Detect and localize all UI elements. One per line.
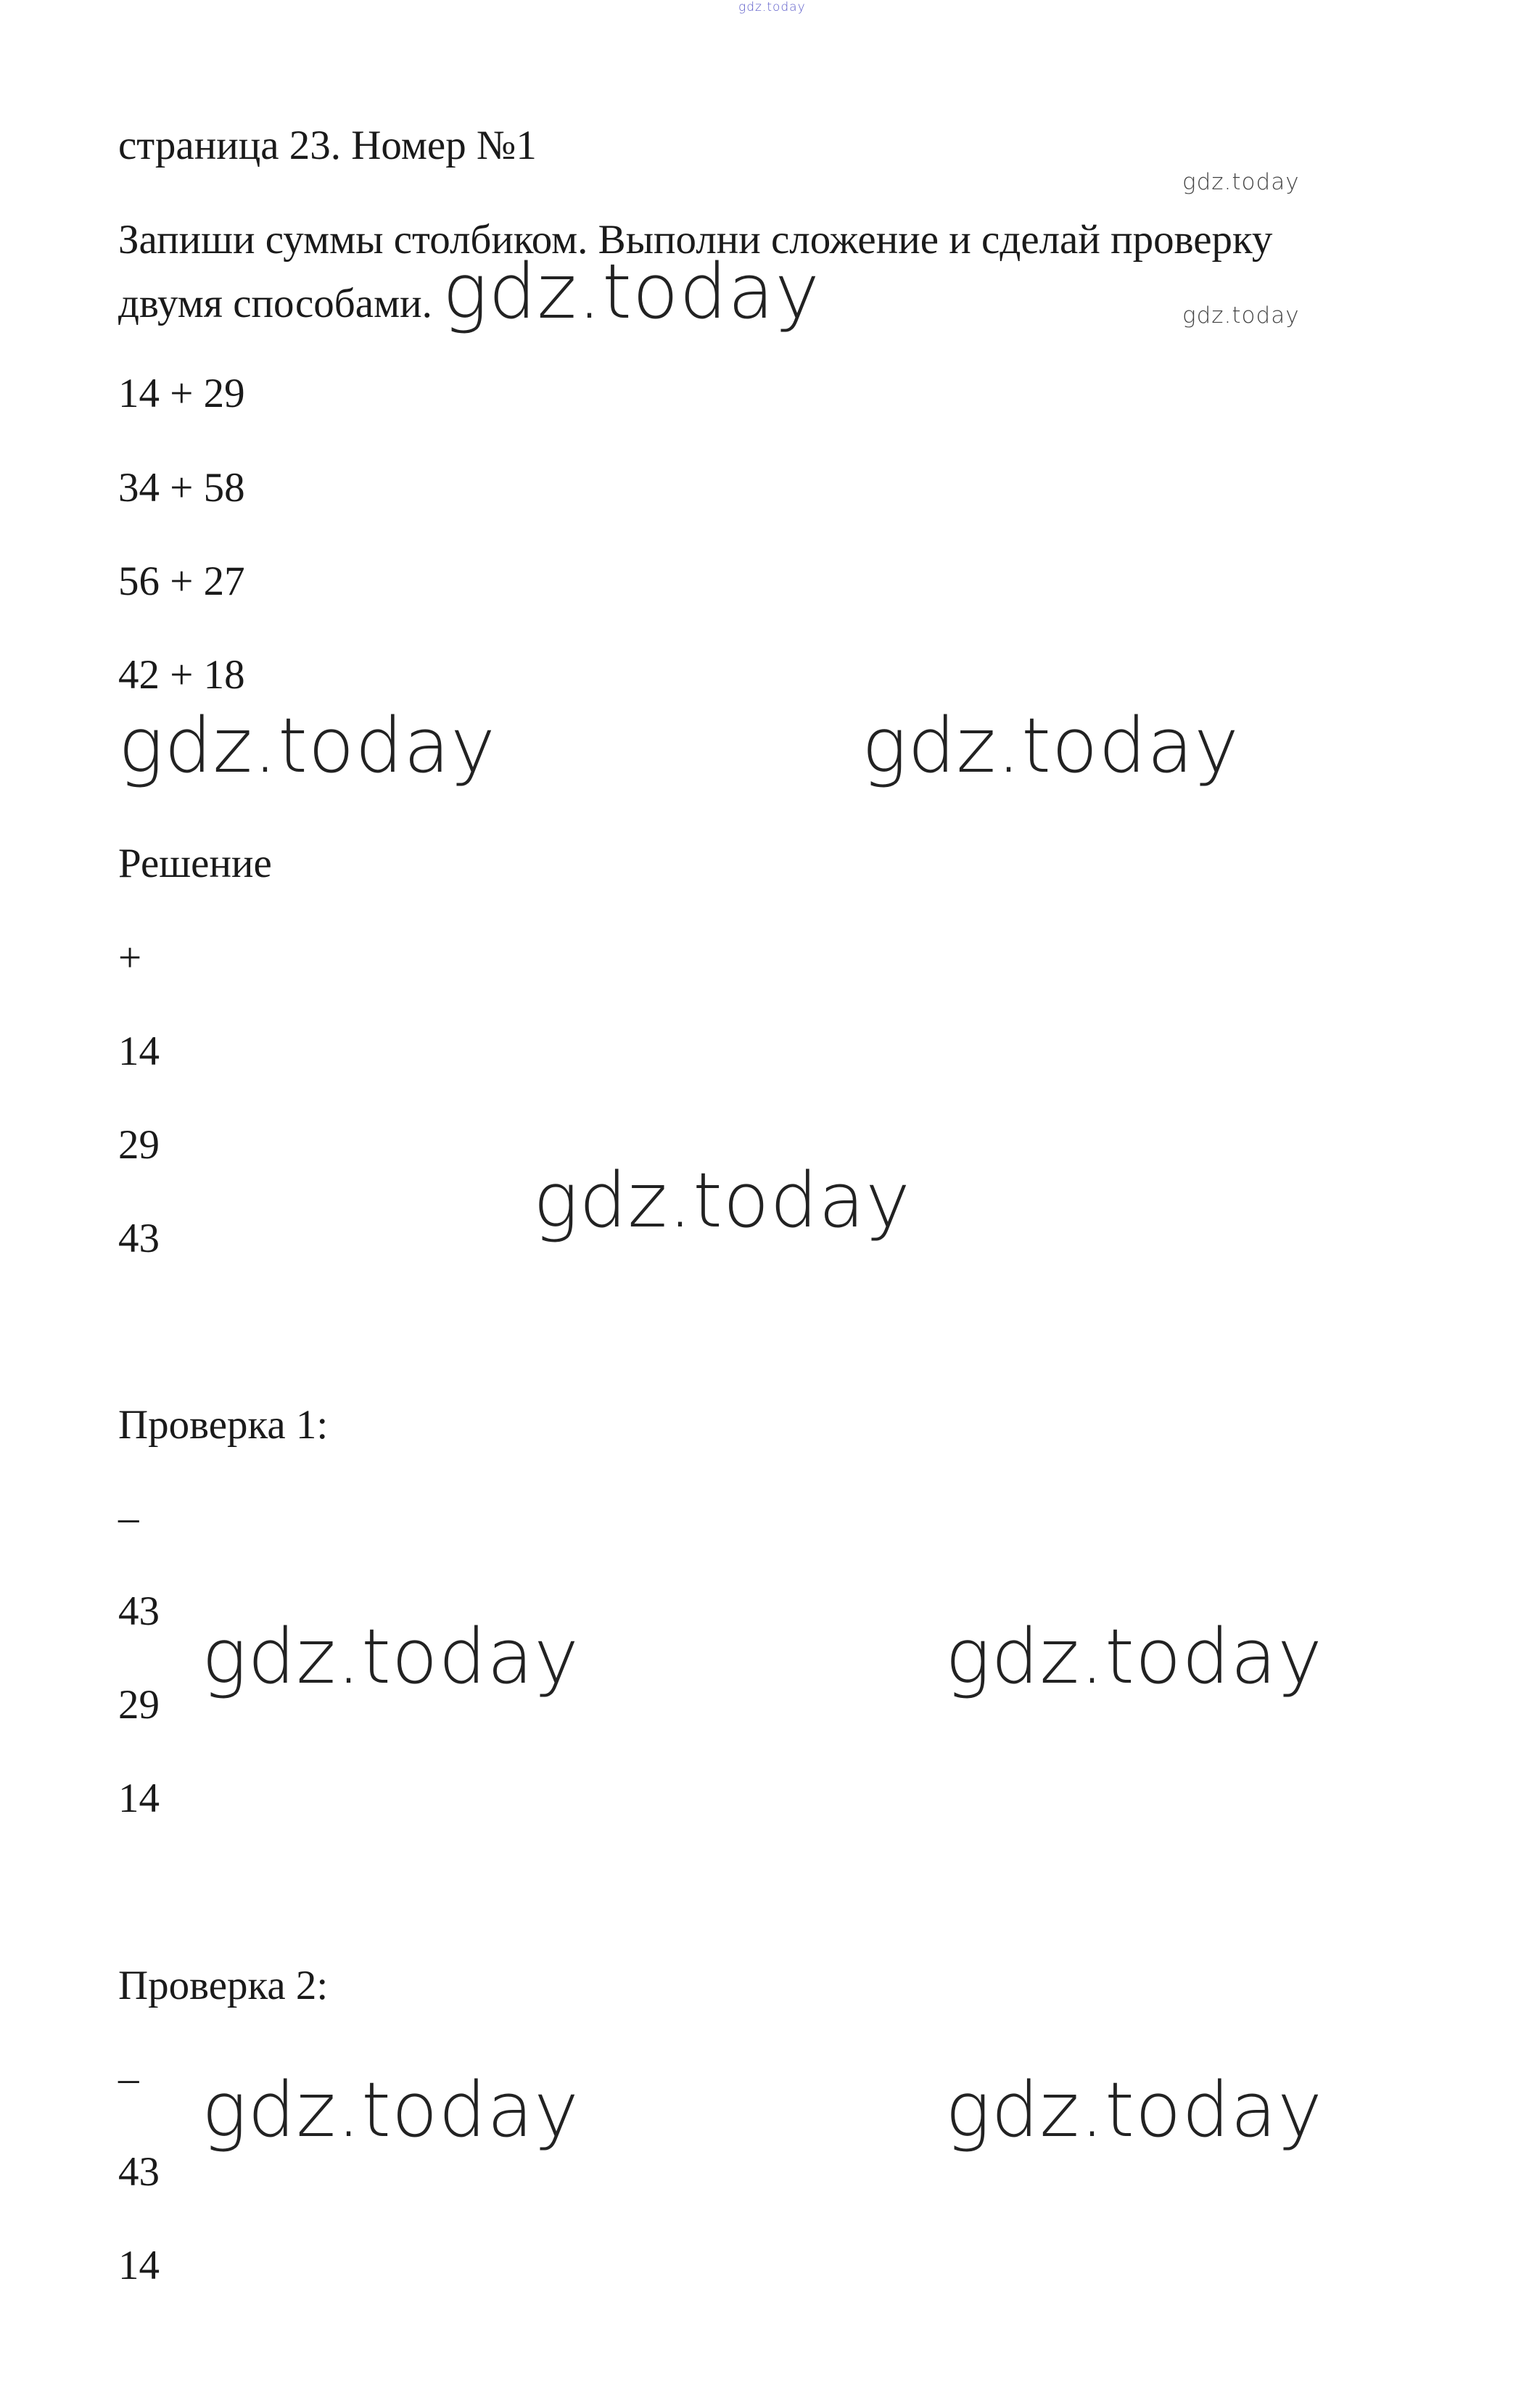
watermark-big-left-1: gdz.today xyxy=(118,701,496,790)
solution-number-1: 14 xyxy=(118,1028,160,1074)
check2-operator: – xyxy=(118,2056,139,2101)
page-header: страница 23. Номер №1 xyxy=(118,123,537,168)
solution-result: 43 xyxy=(118,1216,160,1261)
solution-number-2: 29 xyxy=(118,1122,160,1168)
watermark-big-left-2: gdz.today xyxy=(202,1612,580,1701)
task-text-line2: двумя способами. xyxy=(118,281,432,326)
watermark-big-left-3: gdz.today xyxy=(202,2066,580,2154)
watermark-tiny-top: gdz.today xyxy=(738,0,806,15)
task-text-line1: Запиши суммы столбиком. Выполни сложение и сделай проверку xyxy=(118,217,1273,263)
solution-operator: + xyxy=(118,935,142,981)
watermark-big-task: gdz.today xyxy=(442,247,820,336)
watermark-big-right-2: gdz.today xyxy=(945,1612,1323,1701)
expression-2: 34 + 58 xyxy=(118,465,245,511)
check2-label: Проверка 2: xyxy=(118,1963,329,2008)
check1-operator: – xyxy=(118,1495,139,1541)
check2-number-1: 43 xyxy=(118,2149,160,2195)
check1-number-2: 29 xyxy=(118,1682,160,1728)
watermark-small-1: gdz.today xyxy=(1182,169,1300,195)
watermark-big-center: gdz.today xyxy=(533,1156,911,1245)
watermark-big-right-3: gdz.today xyxy=(945,2066,1323,2154)
check1-label: Проверка 1: xyxy=(118,1402,329,1448)
check1-number-1: 43 xyxy=(118,1588,160,1634)
expression-4: 42 + 18 xyxy=(118,652,245,698)
check1-result: 14 xyxy=(118,1776,160,1821)
expression-1: 14 + 29 xyxy=(118,371,245,416)
check2-number-2: 14 xyxy=(118,2243,160,2288)
solution-label: Решение xyxy=(118,841,272,886)
watermark-small-2: gdz.today xyxy=(1182,302,1300,329)
watermark-big-right-1: gdz.today xyxy=(862,701,1240,790)
expression-3: 56 + 27 xyxy=(118,558,245,604)
